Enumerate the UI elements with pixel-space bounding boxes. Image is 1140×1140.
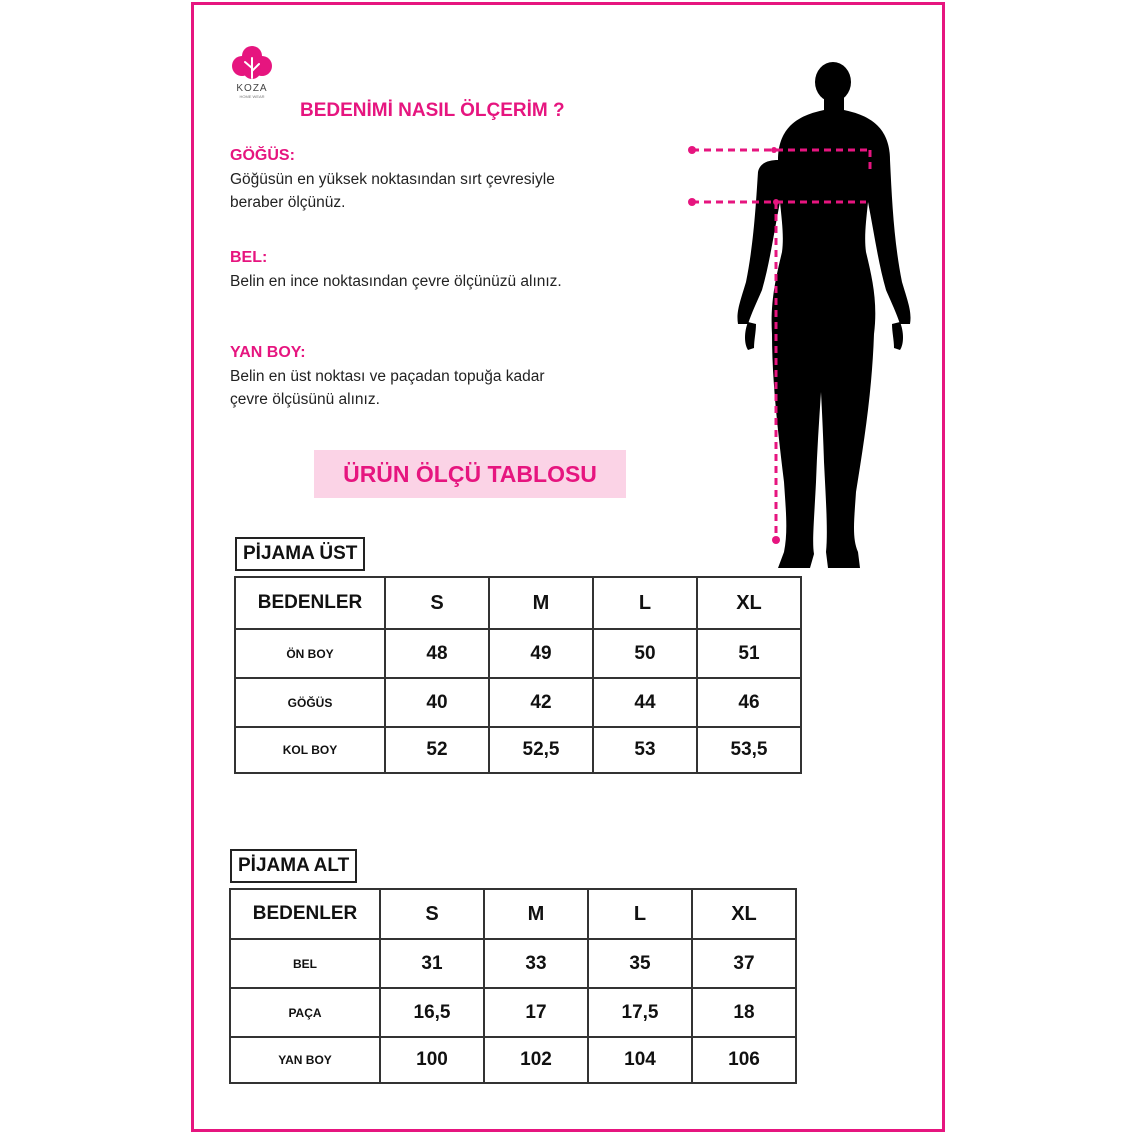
table-cell: 52 [385,727,489,773]
section-title-bel: BEL: [230,249,268,266]
table-cell: 102 [484,1037,588,1083]
product-size-chart-title: ÜRÜN ÖLÇÜ TABLOSU [314,450,626,498]
table-cell: 53,5 [697,727,801,773]
body-silhouette-figure [686,62,916,574]
text-line: Belin en ince noktasından çevre ölçünüzü alınız. [230,273,562,290]
header-cell: L [593,577,697,629]
brand-name: KOZA [236,83,268,94]
text-line: çevre ölçüsünü alınız. [230,391,380,408]
table-cell: 52,5 [489,727,593,773]
table-label-pijama-alt: PİJAMA ALT [230,849,357,883]
header-cell: XL [697,577,801,629]
table-cell: 51 [697,629,801,678]
brand-tagline: HOME WEAR [239,94,265,99]
table-cell: 104 [588,1037,692,1083]
text-line: beraber ölçünüz. [230,194,346,211]
header-cell: BEDENLER [235,577,385,629]
text-line: Belin en üst noktası ve paçadan topuğa kadar [230,368,545,385]
table-cell: 31 [380,939,484,988]
table-row [235,629,801,678]
header-cell: BEDENLER [230,889,380,939]
table-row [235,678,801,727]
header-cell: S [380,889,484,939]
header-cell: L [588,889,692,939]
row-name: PAÇA [230,988,380,1037]
section-title-gogus: GÖĞÜS: [230,147,295,164]
size-table-pijama-alt [229,888,797,1084]
size-table-pijama-ust [234,576,802,774]
table-cell: 33 [484,939,588,988]
cotton-flower-icon [231,44,273,84]
row-name: GÖĞÜS [235,678,385,727]
silhouette-shape [737,62,910,568]
header-cell: XL [692,889,796,939]
table-header-row [230,889,796,939]
table-cell: 42 [489,678,593,727]
header-cell: M [489,577,593,629]
section-text-yan-boy [230,365,650,411]
section-text-gogus [230,168,650,214]
table-row [230,1037,796,1083]
text-line: Göğüsün en yüksek noktasından sırt çevresiyle [230,171,555,188]
row-name: KOL BOY [235,727,385,773]
table-cell: 35 [588,939,692,988]
header-cell: S [385,577,489,629]
row-name: BEL [230,939,380,988]
table-cell: 17 [484,988,588,1037]
table-cell: 18 [692,988,796,1037]
table-cell: 106 [692,1037,796,1083]
table-cell: 100 [380,1037,484,1083]
table-cell: 53 [593,727,697,773]
section-title-yan-boy: YAN BOY: [230,344,306,361]
table-cell: 50 [593,629,697,678]
header-cell: M [484,889,588,939]
table-cell: 17,5 [588,988,692,1037]
table-cell: 16,5 [380,988,484,1037]
table-cell: 40 [385,678,489,727]
table-cell: 44 [593,678,697,727]
table-header-row [235,577,801,629]
table-row [235,727,801,773]
table-cell: 48 [385,629,489,678]
table-cell: 37 [692,939,796,988]
table-cell: 49 [489,629,593,678]
table-cell: 46 [697,678,801,727]
section-text-bel [230,270,650,293]
page-title: BEDENİMİ NASIL ÖLÇERİM ? [300,100,565,121]
row-name: ÖN BOY [235,629,385,678]
row-name: YAN BOY [230,1037,380,1083]
table-label-pijama-ust: PİJAMA ÜST [235,537,365,571]
brand-logo [228,44,276,99]
table-row [230,939,796,988]
table-row [230,988,796,1037]
